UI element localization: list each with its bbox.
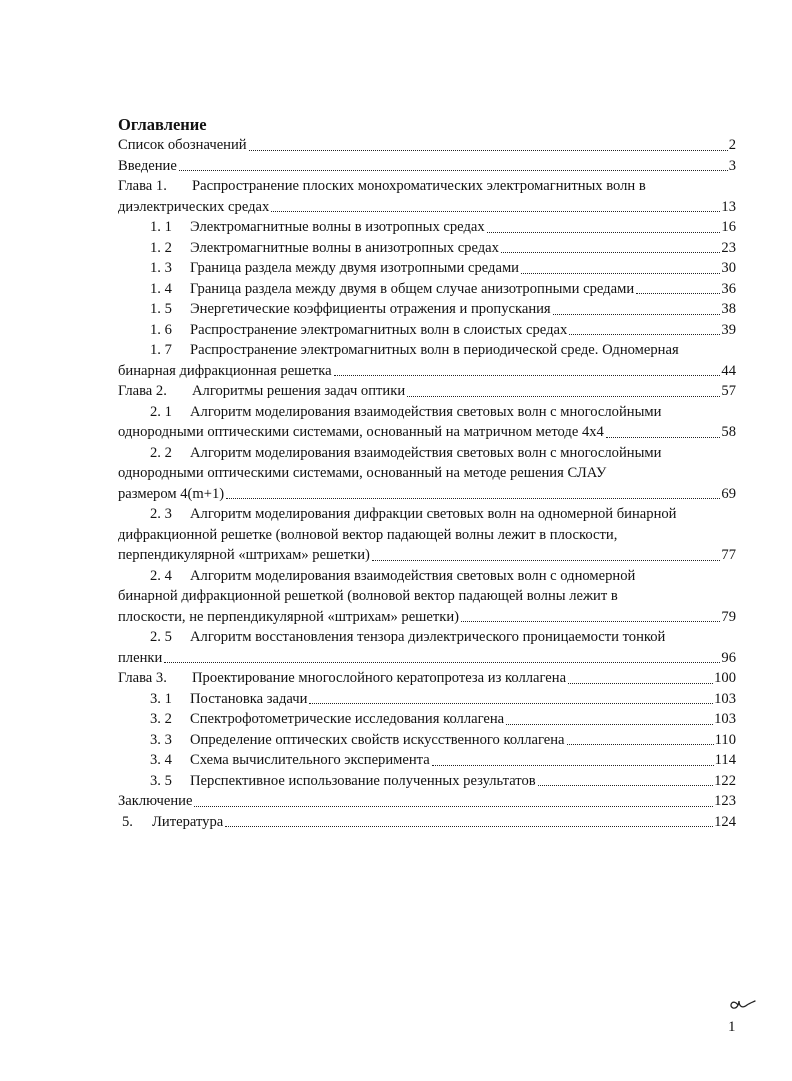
dot-leader xyxy=(569,334,720,335)
toc-entry-page: 2 xyxy=(728,137,736,153)
toc-entry-title: Определение оптических свойств искусственного коллагена xyxy=(190,731,565,748)
toc-entry-page: 16 xyxy=(721,219,736,235)
dot-leader xyxy=(568,683,713,684)
toc-entry-title: Литература xyxy=(152,813,224,830)
dot-leader xyxy=(553,314,721,315)
toc-entry[interactable] xyxy=(118,668,736,689)
toc-entry-title: бинарная дифракционная решетка xyxy=(118,362,332,379)
page-number: 1 xyxy=(728,1019,736,1035)
toc-entry-page: 103 xyxy=(714,711,736,727)
toc-entry-page: 77 xyxy=(721,547,736,563)
toc-entry-number: 2. 2 xyxy=(150,444,172,461)
toc-entry-number: 1. 6 xyxy=(150,321,172,338)
toc-entry-number: 5. xyxy=(122,813,133,830)
toc-entry-page: 122 xyxy=(714,772,736,789)
toc-title: Оглавление xyxy=(118,115,207,134)
toc-entry-number: Глава 2. xyxy=(118,383,167,399)
toc-entry-title: диэлектрических средах xyxy=(118,198,270,215)
toc-entry-page: 110 xyxy=(714,731,736,748)
toc-entry-title: Алгоритм моделирования взаимодействия световых волн с многослойными xyxy=(190,403,662,420)
dot-leader xyxy=(226,498,720,499)
toc-entry[interactable] xyxy=(118,217,736,238)
toc-entry[interactable] xyxy=(118,320,736,341)
toc-entry-page: 100 xyxy=(714,670,736,686)
toc-entry[interactable] xyxy=(118,176,736,217)
toc-entry-title: Проектирование многослойного кератопротеза из коллагена xyxy=(192,670,567,686)
toc-entry[interactable] xyxy=(118,566,736,628)
toc-entry-page: 96 xyxy=(721,649,736,666)
toc-entry-title: размером 4(m+1) xyxy=(118,485,225,502)
toc-entry-number: 3. 4 xyxy=(150,752,172,768)
toc-entry-number: 1. 2 xyxy=(150,239,172,256)
toc-entry-number: 1. 7 xyxy=(150,342,172,358)
toc-entry-title: Распространение плоских монохроматических электромагнитных волн в xyxy=(192,178,646,194)
toc-entry-title: Распространение электромагнитных волн в слоистых средах xyxy=(190,321,568,338)
dot-leader xyxy=(521,273,720,274)
toc-entry-page: 44 xyxy=(721,362,736,379)
toc-entry[interactable] xyxy=(118,402,736,443)
dot-leader xyxy=(407,396,720,397)
toc-entry-title: Алгоритм моделирования взаимодействия световых волн с многослойными xyxy=(190,444,662,461)
toc-entry-title: Постановка задачи xyxy=(190,690,308,707)
dot-leader xyxy=(334,375,721,376)
toc-entry-page: 79 xyxy=(721,608,736,625)
toc-entry[interactable] xyxy=(118,791,736,812)
toc-entry-number: 3. 2 xyxy=(150,711,172,727)
toc-entry-title: Распространение электромагнитных волн в периодической среде. Одномерная xyxy=(190,342,679,358)
toc-entry-number: 1. 4 xyxy=(150,280,172,297)
toc-entry-page: 39 xyxy=(721,321,736,338)
toc-entry[interactable] xyxy=(118,340,736,381)
toc-entry-number: 3. 5 xyxy=(150,772,172,789)
toc-entry-page: 123 xyxy=(714,793,736,809)
dot-leader xyxy=(271,211,720,212)
toc-entry-page: 3 xyxy=(728,157,736,174)
toc-entry-title: Алгоритм моделирования дифракции световых волн на одномерной бинарной xyxy=(190,506,677,522)
dot-leader xyxy=(179,170,728,171)
toc-entry-number: 2. 3 xyxy=(150,506,172,522)
toc-entry-number: 1. 3 xyxy=(150,260,172,276)
toc-entry-page: 30 xyxy=(721,260,736,276)
toc-entry[interactable] xyxy=(118,504,736,566)
dot-leader xyxy=(309,703,713,704)
toc-entry-title: плоскости, не перпендикулярной «штрихам» решетки) xyxy=(118,608,460,625)
toc-entry[interactable] xyxy=(118,135,736,156)
toc-entry-title: однородными оптическими системами, основанный на методе решения СЛАУ xyxy=(118,465,607,481)
toc-entry-title: Электромагнитные волны в изотропных средах xyxy=(190,219,485,235)
dot-leader xyxy=(194,806,713,807)
toc-entry[interactable] xyxy=(118,258,736,279)
toc-entry-title: Перспективное использование полученных результатов xyxy=(190,772,536,789)
dot-leader xyxy=(372,560,721,561)
toc-entry[interactable] xyxy=(118,279,736,300)
toc-entry[interactable] xyxy=(118,812,736,833)
toc-entry-title: Заключение xyxy=(118,793,193,809)
toc-entry-page: 23 xyxy=(721,239,736,256)
toc-entry-title: бинарной дифракционной решеткой (волновой вектор падающей волны лежит в xyxy=(118,588,618,604)
dot-leader xyxy=(501,252,720,253)
toc-entry[interactable] xyxy=(118,443,736,505)
table-of-contents xyxy=(118,135,736,832)
toc-entry[interactable] xyxy=(118,689,736,710)
toc-entry[interactable] xyxy=(118,730,736,751)
toc-entry-page: 13 xyxy=(721,198,736,215)
toc-entry-page: 58 xyxy=(721,424,736,440)
dot-leader xyxy=(461,621,720,622)
toc-entry-title: Алгоритмы решения задач оптики xyxy=(192,383,406,399)
toc-entry-title: Список обозначений xyxy=(118,137,247,153)
toc-entry-title: пленки xyxy=(118,649,163,666)
dot-leader xyxy=(567,744,714,745)
dot-leader xyxy=(538,785,713,786)
toc-entry-number: 1. 1 xyxy=(150,219,172,235)
toc-entry-page: 38 xyxy=(721,301,736,317)
toc-entry[interactable] xyxy=(118,299,736,320)
toc-entry-title: Граница раздела между двумя изотропными средами xyxy=(190,260,519,276)
toc-entry-number: 2. 5 xyxy=(150,629,172,645)
toc-entry-title: Энергетические коэффициенты отражения и пропускания xyxy=(190,301,551,317)
toc-entry-page: 57 xyxy=(721,383,736,399)
toc-entry-page: 69 xyxy=(721,485,736,502)
toc-entry-page: 103 xyxy=(714,690,736,707)
dot-leader xyxy=(249,150,728,151)
toc-entry[interactable] xyxy=(118,156,736,177)
toc-entry-number: Глава 1. xyxy=(118,178,167,194)
toc-entry-number: 2. 1 xyxy=(150,403,172,420)
toc-entry-title: Алгоритм моделирования взаимодействия световых волн с одномерной xyxy=(190,567,636,584)
dot-leader xyxy=(606,437,721,438)
toc-entry[interactable] xyxy=(118,238,736,259)
toc-entry-number: Глава 3. xyxy=(118,670,167,686)
toc-entry-title: перпендикулярной «штрихам» решетки) xyxy=(118,547,370,563)
toc-entry-number: 2. 4 xyxy=(150,567,172,584)
dot-leader xyxy=(636,293,720,294)
toc-entry-title: Граница раздела между двумя в общем случае анизотропными средами xyxy=(190,280,635,297)
toc-entry-title: Алгоритм восстановления тензора диэлектрического проницаемости тонкой xyxy=(190,629,666,645)
toc-entry-title: Введение xyxy=(118,157,177,174)
toc-entry[interactable] xyxy=(118,709,736,730)
toc-entry-page: 124 xyxy=(714,813,736,830)
toc-entry[interactable] xyxy=(118,627,736,668)
handwritten-initial-icon xyxy=(726,993,756,1013)
dot-leader xyxy=(506,724,713,725)
dot-leader xyxy=(164,662,720,663)
toc-entry-title: дифракционной решетке (волновой вектор падающей волны лежит в плоскости, xyxy=(118,526,618,543)
toc-entry-page: 36 xyxy=(721,280,736,297)
toc-entry-title: однородными оптическими системами, основанный на матричном методе 4x4 xyxy=(118,424,604,440)
toc-entry[interactable] xyxy=(118,381,736,402)
toc-entry-number: 3. 1 xyxy=(150,690,172,707)
toc-entry-page: 114 xyxy=(714,752,736,768)
dot-leader xyxy=(225,826,713,827)
toc-entry-number: 3. 3 xyxy=(150,731,172,748)
toc-entry[interactable] xyxy=(118,750,736,771)
toc-entry[interactable] xyxy=(118,771,736,792)
toc-entry-title: Спектрофотометрические исследования коллагена xyxy=(190,711,505,727)
dot-leader xyxy=(432,765,714,766)
toc-entry-title: Схема вычислительного эксперимента xyxy=(190,752,430,768)
toc-entry-title: Электромагнитные волны в анизотропных средах xyxy=(190,239,499,256)
toc-entry-number: 1. 5 xyxy=(150,301,172,317)
dot-leader xyxy=(487,232,721,233)
